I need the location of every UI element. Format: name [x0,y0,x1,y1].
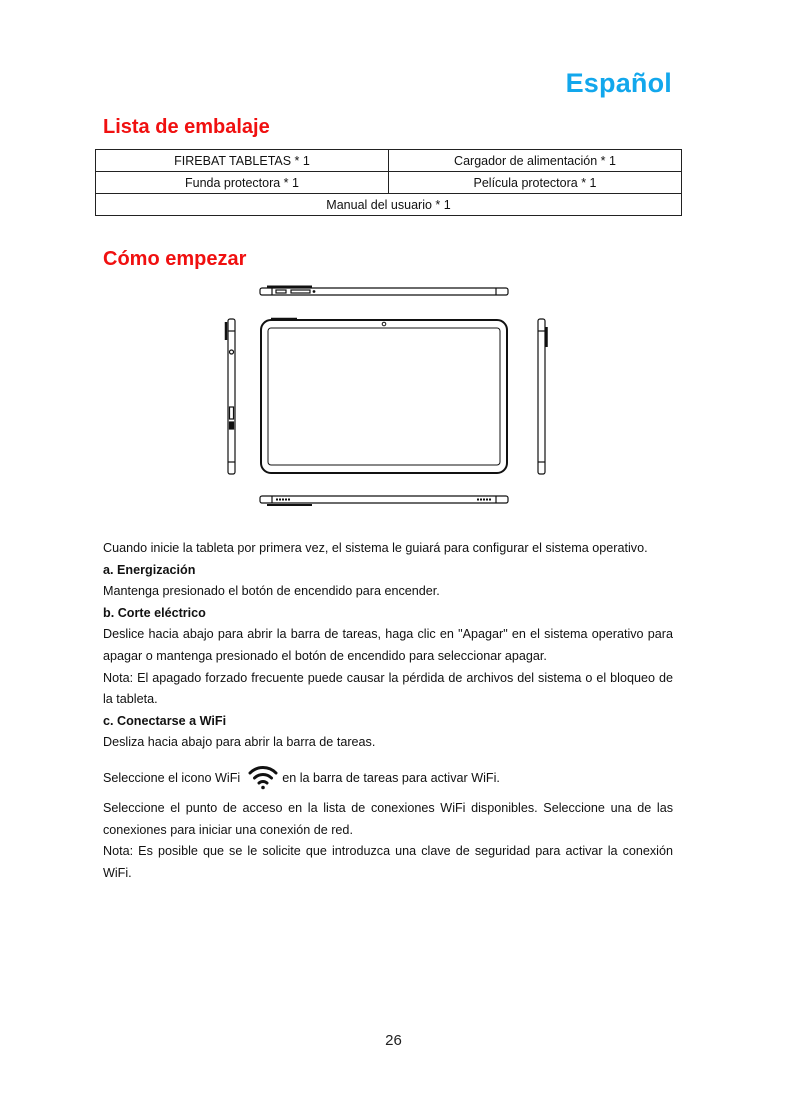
table-row [96,194,682,216]
tablet-top-view [260,287,508,296]
table-row [96,150,682,172]
paragraph: Mantenga presionado el botón de encendido para encender. [103,584,440,599]
paragraph: Desliza hacia abajo para abrir la barra de tareas. [103,735,376,750]
table-cell: Funda protectora * 1 [96,172,389,194]
table-row [96,172,682,194]
wifi-icon [248,764,278,790]
instructions-body [103,538,673,884]
language-title: Español [565,68,672,98]
note-paragraph: Nota: El apagado forzado frecuente puede causar la pérdida de archivos del sistema o el bloqueo de la tableta. [103,670,673,707]
tablet-right-view [538,319,547,474]
table-cell: FIREBAT TABLETAS * 1 [96,150,389,172]
paragraph: Seleccione el punto de acceso en la lista de conexiones WiFi disponibles. Seleccione una de las conexiones para iniciar una conexión de red. [103,800,673,837]
wifi-line-after: en la barra de tareas para activar WiFi. [282,771,500,786]
wifi-instruction-line [103,754,673,790]
paragraph: Deslice hacia abajo para abrir la barra de tareas, haga clic en "Apagar" en el sistema operativo para apagar o mantenga presionado el botón de encendido para seleccionar apagar. [103,627,673,663]
table-cell: Manual del usuario * 1 [96,194,682,216]
getting-started-heading: Cómo empezar [103,248,247,270]
table-cell: Película protectora * 1 [389,172,682,194]
page-number: 26 [385,1032,402,1049]
tablet-front-view [261,319,507,474]
tablet-bottom-view [260,496,508,505]
table-cell: Cargador de alimentación * 1 [389,150,682,172]
tablet-left-view [226,319,235,474]
wifi-line-before: Seleccione el icono WiFi [103,771,241,786]
packing-list-table [95,149,682,216]
note-paragraph: Nota: Es posible que se le solicite que introduzca una clave de seguridad para activar la conexión WiFi. [103,844,673,880]
section-title-wifi: c. Conectarse a WiFi [103,713,227,728]
section-title-power-on: a. Energización [103,562,196,577]
tablet-device-views-icon [215,282,555,512]
section-title-power-off: b. Corte eléctrico [103,605,206,620]
intro-paragraph: Cuando inicie la tableta por primera vez, el sistema le guiará para configurar el sistema operativo. [103,541,648,555]
packing-list-heading: Lista de embalaje [103,116,270,138]
